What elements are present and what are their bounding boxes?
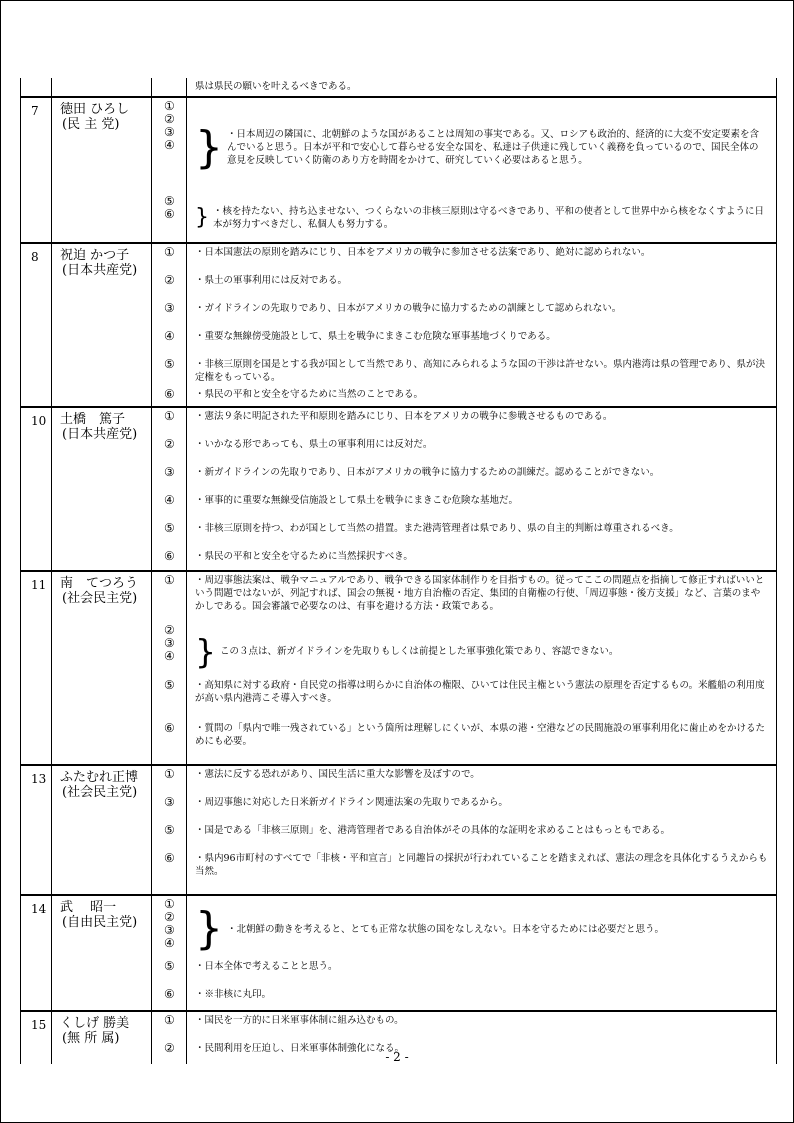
question-mark: ⑥: [164, 387, 175, 401]
member-name: 徳田 ひろし: [60, 102, 130, 117]
question-mark: ②: [164, 1041, 175, 1055]
question-mark: ③: [164, 795, 175, 809]
question-mark: ⑤: [164, 521, 175, 535]
member-number: 8: [31, 250, 39, 264]
member-number: 14: [31, 902, 47, 916]
answer-text: ・県土の軍事利用には反対である。: [195, 275, 348, 286]
question-mark: ②: [164, 273, 175, 287]
answer-text: ・周辺事態に対応した日米新ガイドライン関連法案の先取りであるから。: [195, 797, 508, 808]
answer-text: ・ガイドラインの先取りであり、日本がアメリカの戦争に協力するための訓練として認められない。: [195, 303, 622, 314]
member-number: 13: [31, 772, 47, 786]
question-mark: ⑥: [164, 207, 175, 221]
question-mark: ⑤: [164, 959, 175, 973]
answer-text: ・北朝鮮の動きを考えると、とても正常な状態の国をなしえない。日本を守るためには必要だと思う。: [227, 923, 665, 935]
question-mark: ⑥: [164, 851, 175, 865]
member-party: (無 所 属): [62, 1031, 120, 1046]
member-name: ふたむれ正博: [60, 770, 139, 785]
answer-text: ・民間利用を圧迫し、日米軍事体制強化になる。: [195, 1043, 405, 1054]
member-name: 南 てつろう: [60, 576, 139, 591]
question-mark: ③: [164, 125, 175, 139]
question-mark: ④: [164, 493, 175, 507]
answer-text: ・国是である「非核三原則」を、港湾管理者である自治体がその具体的な証明を求めることはもっともである。: [195, 825, 671, 836]
answer-row: [21, 895, 777, 1011]
answer-text: ・非核三原則を持つ、わが国として当然の措置。また港湾管理者は県であり、県の自主的判断は尊重されるべき。: [195, 523, 679, 534]
answer-text: ・県民の平和と安全を守るために当然のことである。: [195, 389, 424, 400]
answer-text: ・高知県に対する政府・自民党の指導は明らかに自治体の権限、ひいては住民主権という憲法の原理を否定するもの。米艦船の利用度が高い県内港湾こそ導入すべき。: [195, 680, 765, 704]
answer-text: ・重要な無線傍受施設として、県土を戦争にまきこむ危険な軍事基地づくりである。: [195, 331, 556, 342]
member-party: (日本共産党): [62, 263, 138, 278]
member-number: 11: [31, 578, 47, 592]
top-remnant-row: [21, 78, 777, 97]
member-party: (社会民主党): [62, 591, 138, 606]
question-mark: ①: [164, 897, 175, 911]
question-mark: ②: [164, 910, 175, 924]
question-mark: ⑥: [164, 721, 175, 735]
answer-text: ・※非核に丸印。: [195, 989, 272, 1000]
member-number: 15: [31, 1018, 47, 1032]
question-mark: ③: [164, 636, 175, 650]
answer-text: ・国民を一方的に日米軍事体制に組み込むもの。: [195, 1015, 404, 1026]
answer-text: ・周辺事態法案は、戦争マニュアルであり、戦争できる国家体制作りを目指すもの。従ってここの問題点を指摘して修正すればいいという問題ではないが、列記すれば、国会の無視・地方自治権の否定、集団的自衛権の行使、「周辺事態・後方支援」など、言葉のまやかしである。国会審議で必要なのは、有事を避ける方法・政策である。: [195, 575, 765, 612]
answer-text: ・憲法に反する恐れがあり、国民生活に重大な影響を及ぼすので。: [195, 769, 480, 780]
member-party: (自由民主党): [62, 915, 138, 930]
answer-row: [21, 765, 777, 895]
answers-table: [20, 78, 777, 1064]
page-number: - 2 -: [385, 1050, 409, 1064]
answer-text: ・いかなる形であっても、県土の軍事利用には反対だ。: [195, 439, 433, 450]
question-mark: ①: [164, 573, 175, 587]
question-mark: ④: [164, 138, 175, 152]
member-name: 土橋 篤子: [60, 412, 126, 427]
question-mark: ④: [164, 936, 175, 950]
answer-row: [21, 407, 777, 571]
question-mark: ④: [164, 649, 175, 663]
question-mark: ③: [164, 301, 175, 315]
member-name: くしげ 勝美: [60, 1016, 130, 1031]
question-mark: ⑥: [164, 549, 175, 563]
question-mark: ⑥: [164, 987, 175, 1001]
answer-text: ・核を持たない、持ち込ませない、つくらないの非核三原則は守るべきであり、平和の使者として世界中から核をなくすように日本が努力すべきだし、私個人も努力する。: [213, 205, 765, 230]
question-mark: ②: [164, 623, 175, 637]
member-number: 7: [31, 104, 39, 118]
question-mark: ④: [164, 329, 175, 343]
question-mark: ①: [164, 245, 175, 259]
answer-text: ・日本周辺の隣国に、北朝鮮のような国があることは周知の事実である。又、ロシアも政治的、経済的に大変不安定要素を含んでいると思う。日本が平和で安心して暮らせる安全な国を、私達は子供達に残していく義務を負っているので、国民全体の意見を反映していく防衛のあり方を時間をかけて、研究していく必要はあると思う。: [227, 129, 760, 166]
member-party: (日本共産党): [62, 427, 138, 442]
member-name: 祝迫 かつ子: [60, 248, 130, 263]
answer-row: [21, 97, 777, 243]
question-mark: ①: [164, 1013, 175, 1027]
brace-icon: }: [195, 121, 223, 173]
answer-text: この３点は、新ガイドラインを先取りもしくは前提とした軍事強化策であり、容認できない。: [220, 646, 619, 657]
top-remnant-text: 県は県民の願いを叶えるべきである。: [195, 81, 357, 92]
question-mark: ③: [164, 923, 175, 937]
question-mark: ⑤: [164, 357, 175, 371]
answer-text: ・軍事的に重要な無線受信施設として県土を戦争にまきこむ危険な基地だ。: [195, 495, 519, 506]
answer-text: ・日本全体で考えることと思う。: [195, 961, 338, 972]
question-mark: ①: [164, 409, 175, 423]
answer-text: ・県内96市町村のすべてで「非核・平和宣言」と同趣旨の採択が行われていることを踏まえれば、憲法の理念を具体化するうえからも当然。: [195, 853, 768, 877]
question-mark: ⑤: [164, 194, 175, 208]
answer-text: ・新ガイドラインの先取りであり、日本がアメリカの戦争に協力するための訓練だ。認めることができない。: [195, 467, 660, 478]
answer-row: [21, 571, 777, 765]
brace-icon: }: [195, 631, 216, 671]
question-mark: ③: [164, 465, 175, 479]
member-name: 武 昭一: [60, 900, 117, 915]
question-mark: ②: [164, 437, 175, 451]
brace-icon: }: [195, 204, 209, 230]
member-number: 10: [31, 414, 47, 428]
answer-text: ・日本国憲法の原則を踏みにじり、日本をアメリカの戦争に参加させる法案であり、絶対に認められない。: [195, 247, 651, 258]
answer-text: ・憲法９条に明記された平和原則を踏みにじり、日本をアメリカの戦争に参戦させるものである。: [195, 411, 613, 422]
question-mark: ⑤: [164, 678, 175, 692]
question-mark: ⑤: [164, 823, 175, 837]
question-mark: ①: [164, 99, 175, 113]
answer-text: ・非核三原則を国是とする我が国として当然であり、高知にみられるような国の干渉は許せない。県内港湾は県の管理であり、県が決定権をもっている。: [195, 359, 766, 383]
answer-row: [21, 243, 777, 407]
brace-icon: }: [195, 903, 223, 954]
answer-text: ・県民の平和と安全を守るために当然採択すべき。: [195, 551, 413, 562]
answer-text: ・質問の「県内で唯一残されている」という箇所は理解しにくいが、本県の港・空港などの民間施設の軍事利用化に歯止めをかけるためにも必要。: [195, 723, 766, 747]
member-party: (民 主 党): [62, 117, 120, 132]
question-mark: ②: [164, 112, 175, 126]
question-mark: ①: [164, 767, 175, 781]
member-party: (社会民主党): [62, 785, 138, 800]
